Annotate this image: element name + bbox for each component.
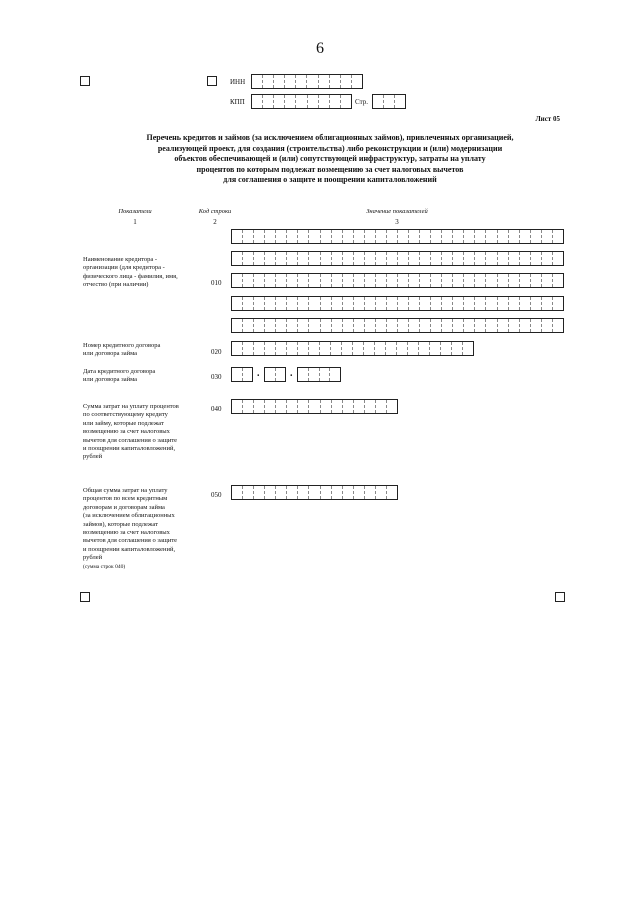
- column-number-2: 2: [213, 218, 217, 226]
- sheet-label: Лист 05: [535, 115, 560, 123]
- row-label-line: Общая сумма затрат на уплату: [83, 487, 168, 494]
- kpp-label: КПП: [230, 98, 245, 106]
- row-050-label: [83, 487, 208, 571]
- column-header-line-code: Код строки: [198, 208, 232, 215]
- form-title: [100, 133, 560, 186]
- loan-date-day-field[interactable]: [231, 367, 253, 382]
- loan-date-month-field[interactable]: [264, 367, 286, 382]
- creditor-name-field-line-2[interactable]: [231, 251, 564, 266]
- row-010-code: 010: [211, 279, 222, 287]
- date-separator: .: [290, 368, 293, 379]
- row-label-line: и поощрении капиталовложений,: [83, 445, 176, 453]
- column-number-3: 3: [395, 218, 399, 226]
- row-label-line: физического лица - фамилия, имя,: [83, 272, 178, 280]
- kpp-field[interactable]: [251, 94, 352, 109]
- row-label-line: Дата кредитного договора: [83, 368, 156, 375]
- inn-label: ИНН: [230, 78, 246, 86]
- corner-marker-top-center: [207, 76, 217, 86]
- row-020-label: [83, 342, 208, 359]
- row-label-line: Наименование кредитора -: [83, 256, 158, 263]
- column-number-1: 1: [133, 218, 137, 226]
- inn-field[interactable]: [251, 74, 363, 89]
- row-030-code: 030: [211, 373, 222, 381]
- row-label-line: или займу, которые подлежат: [83, 419, 164, 427]
- row-label-line: или договора займа: [83, 376, 138, 384]
- title-line: объектов обеспечивающей и (или) сопутствующей инфраструктур, затраты на уплату: [174, 154, 486, 163]
- page-label: Стр.: [355, 98, 368, 106]
- creditor-name-field-line-4[interactable]: [231, 296, 564, 311]
- row-label-line: договорам и договорам займа: [83, 503, 165, 511]
- row-010-label: [83, 256, 208, 290]
- creditor-name-field-line-3[interactable]: [231, 273, 564, 288]
- row-label-line: Номер кредитного договора: [83, 342, 161, 349]
- row-label-line: возмещению за счет налоговых: [83, 529, 170, 537]
- date-separator: .: [257, 368, 260, 379]
- row-label-line: вычетов для соглашения о защите: [83, 537, 178, 545]
- corner-marker-bottom-left: [80, 592, 90, 602]
- page-field[interactable]: [372, 94, 406, 109]
- row-label-line: отчество (при наличии): [83, 281, 149, 289]
- title-line: реализующей проект, для создания (строительства) либо реконструкции и (или) модернизации: [157, 143, 503, 153]
- row-040-code: 040: [211, 405, 222, 413]
- row-label-line: и поощрении капиталовложений,: [83, 545, 176, 553]
- row-050-code: 050: [211, 491, 222, 499]
- total-interest-costs-field[interactable]: [231, 485, 398, 500]
- row-030-label: [83, 368, 208, 385]
- row-label-line: по соответствующему кредиту: [83, 411, 168, 419]
- row-label-line: организации (для кредитора -: [83, 264, 165, 272]
- row-label-note: (сумма строк 040): [83, 563, 126, 570]
- row-label-line: (за исключением облигационных: [83, 512, 175, 520]
- row-label-line: займов), которые подлежат: [83, 520, 158, 528]
- corner-marker-top-left: [80, 76, 90, 86]
- page-number: 6: [316, 40, 324, 57]
- title-line: Перечень кредитов и займов (за исключением облигационных займов), привлеченных организацией,: [146, 133, 514, 142]
- row-label-line: рублей: [83, 554, 103, 562]
- creditor-name-field-line-5[interactable]: [231, 318, 564, 333]
- interest-costs-sum-field[interactable]: [231, 399, 398, 414]
- row-label-line: вычетов для соглашения о защите: [83, 436, 178, 444]
- row-020-code: 020: [211, 348, 222, 356]
- row-label-line: рублей: [83, 453, 103, 461]
- creditor-name-field-line-1[interactable]: [231, 229, 564, 244]
- title-line: процентов по которым подлежат возмещению за счет налоговых вычетов: [196, 164, 464, 174]
- row-label-line: или договора займа: [83, 350, 138, 358]
- title-line: для соглашения о защите и поощрении капиталовложений: [223, 175, 437, 184]
- row-label-line: процентов по всем кредитным: [83, 495, 168, 503]
- row-040-label: [83, 403, 208, 462]
- row-label-line: Сумма затрат на уплату процентов: [83, 403, 179, 410]
- column-header-values: Значение показателей: [366, 208, 428, 215]
- column-header-indicators: Показатели: [118, 208, 152, 215]
- corner-marker-bottom-right: [555, 592, 565, 602]
- loan-date-year-field[interactable]: [297, 367, 341, 382]
- row-label-line: возмещению за счет налоговых: [83, 428, 170, 436]
- loan-agreement-number-field[interactable]: [231, 341, 474, 356]
